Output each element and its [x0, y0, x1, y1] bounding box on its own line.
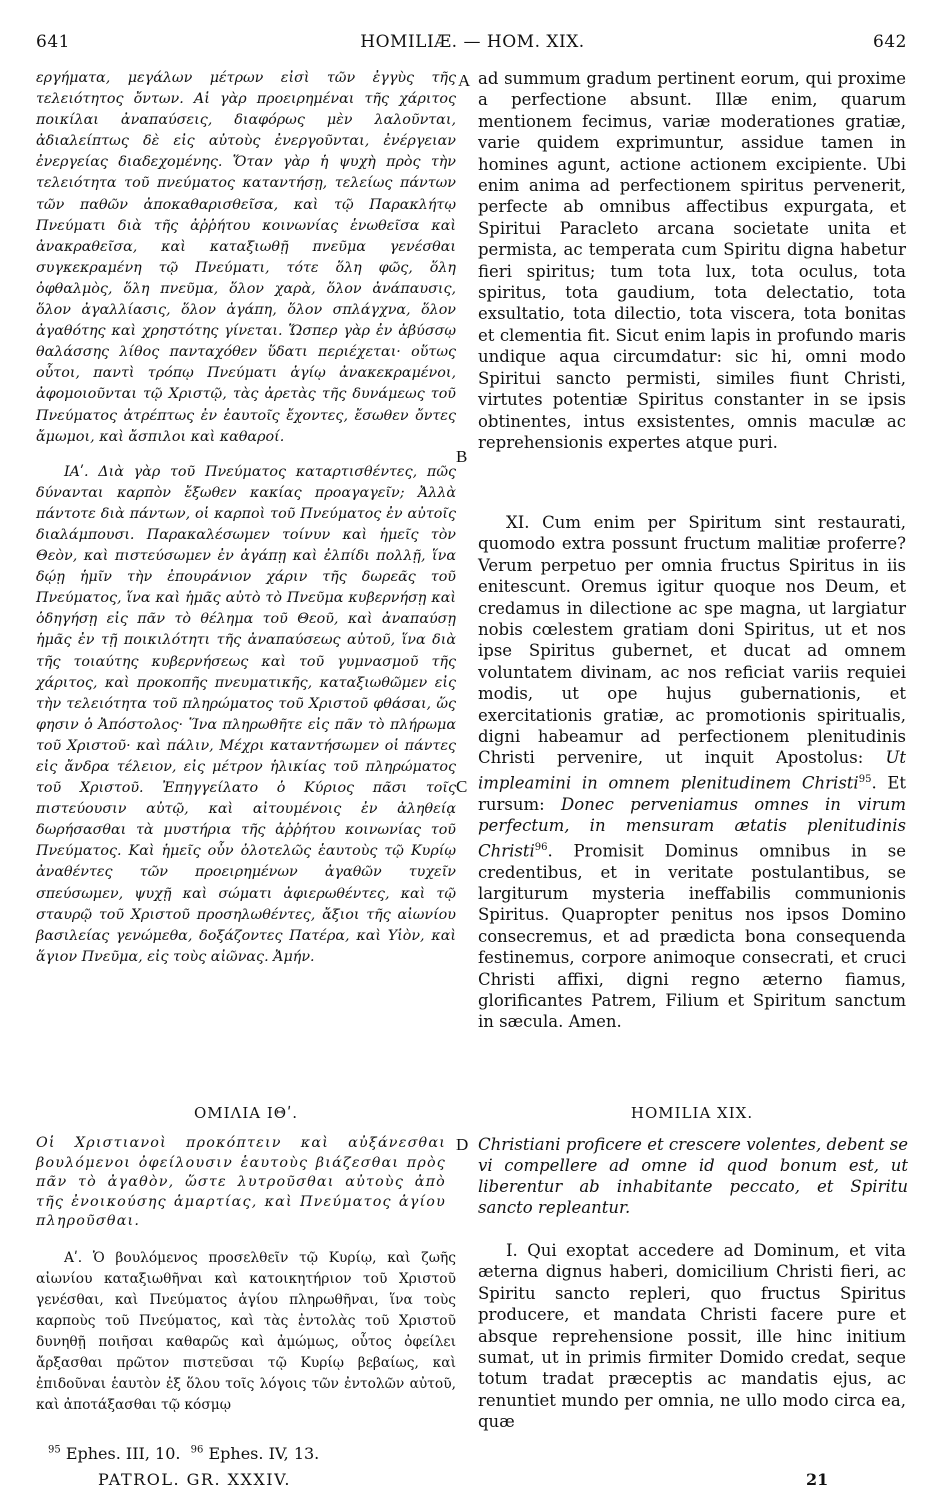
summary-greek: Οἱ Χριστιανοὶ προκόπτειν καὶ αὐξάνεσθαι βουλόμενοι ὀφείλουσιν ἑαυτοὺς βιάζεσθαι πρὸς πᾶν τὸ ἀγαθὸν, ὥστε λυτροῦσθαι αὐτοὺς ἀπὸ τῆς ἐνοικούσης ἁμαρτίας, καὶ Πνεύματος ἁγίου πληροῦσθαι. [36, 1135, 446, 1229]
footnote-96: Ephes. IV, 13. [208, 1444, 320, 1463]
greek-paragraph-1: Αʹ. Ὁ βουλόμενος προσελθεῖν τῷ Κυρίῳ, καὶ ζωῆς αἰωνίου καταξιωθῆναι καὶ κατοικητήριον τοῦ Χριστοῦ γενέσθαι, καὶ Πνεύματος ἁγίου πληρωθῆναι, ἵνα τοὺς καρποὺς τοῦ Πνεύματος, καὶ τὰς ἐντολὰς τοῦ Χριστοῦ δυνηθῇ ποιῆσαι καθαρῶς καὶ ἀμώμως, οὗτος ὀφείλει ἄρξασθαι πρῶτον πιστεῦσαι τῷ Κυρίῳ βεβαίως, καὶ ἐπιδοῦναι ἑαυτὸν ἐξ ὅλου τοῖς λόγοις τῶν ἐντολῶν αὐτοῦ, καὶ ἀποτάξασθαι τῷ κόσμῳ [36, 1250, 456, 1413]
greek-column-upper [36, 68, 456, 968]
page-number-right: 642 [873, 32, 907, 52]
footnote-number-95: 95 [48, 1444, 61, 1456]
latin-text: XI. Cum enim per Spiritum sint restaurati, quomodo extra possunt fructum malitiæ proferre? Verum perpetuo per omnia fructus Spiritus in iis enitescunt. Oremus igitur quoque nos Deum, et credamus in dilectione ac spe magna, ut largiatur nobis cœlestem gratiam doni Spiritus, ut et nos ipse Spiritus gubernet, et ducat ad omnem voluntatem divinam, ac nos reficiat variis requiei modis, ut ope hujus gubernationis, et exercitationis gratiæ, ac promotionis spiritualis, digni habeamur ad perfectionem plenitudinis Christi pervenire, ut inquit Apostolus: [478, 513, 906, 768]
latin-text: . Et rursum: [478, 773, 906, 814]
latin-paragraph-continuation: ad summum gradum pertinent eorum, qui proxime a perfectione absunt. Illæ enim, quarum mentionem fecimus, variæ moderationes gratiæ, varie quidem exprimuntur, assidue tamen in homines agunt, actione actionem excipiente. Ubi enim anima ad perfectionem spiritus pervenerit, perfecte ab omnibus affectibus expurgata, et Spiritui Paracleto arcana societate unita et permista, ac temperata cum Spiritu digna habetur fieri spiritus; tum tota lux, tota oculus, tota spiritus, tota gaudium, tota delectatio, tota exsultatio, tota dilectio, tota viscera, tota bonitas et clementia fit. Sicut enim lapis in profundo maris undique aqua circumdatur: sic hi, omni modo Spiritui sancto permisti, similes fiunt Christi, virtutes potentiæ Spiritus constanter in se ipsis obtinentes, intus exsistentes, omnis maculæ ac reprehensionis expertes atque puri. [478, 69, 906, 452]
footnote-ref-96: 96 [534, 841, 548, 853]
latin-quote-1: Ut impleamini in omnem plenitudinem Christi [478, 748, 906, 793]
footnote-95: Ephes. III, 10. [65, 1444, 181, 1463]
homily-title-greek: ΟΜΙΛΙΑ ΙΘʹ. [193, 1104, 299, 1122]
footnotes [48, 1444, 319, 1463]
margin-letter-b: B [456, 447, 468, 466]
running-title: HOMILIÆ. — HOM. XIX. [360, 32, 585, 52]
latin-paragraph-11 [478, 512, 906, 1033]
latin-quote-2: Donec perveniamus omnes in virum perfectum, in mensuram ætatis plenitudinis Christi [478, 794, 906, 861]
margin-letter-c: C [456, 777, 468, 796]
homily-title-latin: HOMILIA XIX. [630, 1104, 754, 1122]
margin-letter-d: D [456, 1135, 469, 1154]
latin-text: . Promisit Dominus omnibus in se credentibus, et in veritate postulantibus, se largiturum mysteria ineffabilis communionis Spiritus. Quapropter penitus nos ipsos Domino consecremus, et ad prædicta bona consequenda festinemus, corpore animoque consecrati, et cruci Christi affixi, digni regno æterno fiamus, glorificantes Patrem, Filium et Spiritum sanctum in sæcula. Amen. [478, 841, 906, 1032]
footnote-ref-95: 95 [858, 773, 872, 785]
greek-paragraph-continuation: εργήματα, μεγάλων μέτρων εἰσὶ τῶν ἐγγὺς τῆς τελειότητος ὄντων. Αἱ γὰρ προειρημέναι τῆς χάριτος ποικίλαι ἀναπαύσεις, διαφόρως μὲν λαλοῦνται, ἀδιαλείπτως δὲ εἰς αὐτοὺς ἐνεργοῦνται, ἐνέργειαν ἐνεργείας διαδεχομένης. Ὅταν γὰρ ἡ ψυχὴ πρὸς τὴν τελειότητα τοῦ πνεύματος καταντήσῃ, τελείως πάντων τῶν παθῶν ἀποκαθαρισθεῖσα, καὶ τῷ Παρακλήτῳ Πνεύματι διὰ τῆς ἀῤῥήτου κοινωνίας ἑνωθεῖσα καὶ ἀνακραθεῖσα, καὶ καταξιωθῇ πνεῦμα γενέσθαι συγκεκραμένη τῷ Πνεύματι, τότε ὅλη φῶς, ὅλη ὀφθαλμὸς, ὅλη πνεῦμα, ὅλον χαρὰ, ὅλον ἀνάπαυσις, ὅλον ἀγαλλίασις, ὅλον ἀγάπη, ὅλον σπλάγχνα, ὅλον ἀγαθότης καὶ χρηστότης γίνεται. Ὥσπερ γὰρ ἐν ἀβύσσῳ θαλάσσης λίθος πανταχόθεν ὕδατι περιέχεται· οὕτως οὗτοι, παντὶ τρόπῳ Πνεύματι ἁγίῳ ἀνακεκραμένοι, ἀφομοιοῦνται τῷ Χριστῷ, τὰς ἀρετὰς τῆς δυνάμεως τοῦ Πνεύματος ἀτρέπτως ἐν ἑαυτοῖς ἔχοντες, ἔσωθεν ὄντες ἄμωμοι, καὶ ἄσπιλοι καὶ καθαροί. [36, 70, 456, 445]
footer-series: PATROL. GR. XXXIV. [98, 1470, 291, 1489]
margin-letter-a: A [458, 71, 471, 90]
latin-column-lower [478, 1240, 906, 1433]
greek-column-lower [36, 1248, 456, 1416]
footer-signature: 21 [806, 1470, 829, 1489]
page-number-left: 641 [36, 32, 70, 52]
latin-column-upper [478, 68, 906, 453]
summary-latin: Christiani proficere et crescere volentes, debent se vi compellere ad omne id quod bonum est, ut liberentur ab inhabitante peccato, et Spiritu sancto repleantur. [478, 1135, 908, 1217]
latin-paragraph-1: I. Qui exoptat accedere ad Dominum, et vita æterna dignus haberi, domicilium Christi fieri, ac Spiritu sancto repleri, quo fructus Spiritus producere, et mandata Christi facere pure et absque reprehensione possit, ille hinc initium sumat, ut in primis firmiter Domido credat, seque totum tradat præceptis ac mandatis ejus, ac renuntiet mundo per omnia, ne ullo modo circa ea, quæ [478, 1241, 906, 1432]
footnote-number-96: 96 [190, 1444, 204, 1456]
latin-column-section-11 [478, 512, 906, 1033]
greek-paragraph-11: ΙΑʹ. Διὰ γὰρ τοῦ Πνεύματος καταρτισθέντες, πῶς δύνανται καρπὸν ἔξωθεν κακίας προαγαγεῖν; Ἀλλὰ πάντοτε διὰ πάντων, οἱ καρποὶ τοῦ Πνεύματος ἐν αὐτοῖς διαλάμπουσι. Παρακαλέσωμεν τοίνυν καὶ ἡμεῖς τὸν Θεὸν, καὶ πιστεύσωμεν ἐν ἀγάπῃ καὶ ἐλπίδι πολλῇ, ἵνα δῴῃ ἡμῖν τὴν ἐπουράνιον χάριν τῆς δωρεᾶς τοῦ Πνεύματος, ἵνα καὶ ἡμᾶς αὐτὸ τὸ Πνεῦμα κυβερνήσῃ καὶ ὁδηγήσῃ εἰς πᾶν τὸ θέλημα τοῦ Θεοῦ, καὶ ἀναπαύσῃ ἡμᾶς ἐν τῇ ποικιλότητι τῆς ἀναπαύσεως αὐτοῦ, ἵνα διὰ τῆς τοιαύτης κυβερνήσεως καὶ τοῦ γυμνασμοῦ τῆς χάριτος, καὶ προκοπῆς πνευματικῆς, καταξιωθῶμεν εἰς τὴν τελειότητα τοῦ πληρώματος τοῦ Χριστοῦ φθάσαι, ὥς φησιν ὁ Ἀπόστολος· Ἵνα πληρωθῆτε εἰς πᾶν τὸ πλήρωμα τοῦ Χριστοῦ· καὶ πάλιν, Μέχρι καταντήσωμεν οἱ πάντες εἰς ἄνδρα τέλειον, εἰς μέτρον ἡλικίας τοῦ πληρώματος τοῦ Χριστοῦ. Ἐπηγγείλατο ὁ Κύριος πᾶσι τοῖς πιστεύουσιν αὐτῷ, καὶ αἰτουμένοις ἐν ἀληθείᾳ δωρήσασθαι τὰ μυστήρια τῆς ἀῤῥήτου κοινωνίας τοῦ Πνεύματος. Καὶ ἡμεῖς οὖν ὁλοτελῶς ἑαυτοὺς τῷ Κυρίῳ ἀναθέντες τῶν προειρημένων ἀγαθῶν τυχεῖν σπεύσωμεν, ψυχῇ καὶ σώματι ἀφιερωθέντες, καὶ τῷ σταυρῷ τοῦ Χριστοῦ προσηλωθέντες, ἄξιοι τῆς αἰωνίου βασιλείας γενώμεθα, δοξάζοντες Πατέρα, καὶ Υἱὸν, καὶ ἅγιον Πνεῦμα, εἰς τοὺς αἰῶνας. Ἀμήν. [36, 463, 456, 965]
